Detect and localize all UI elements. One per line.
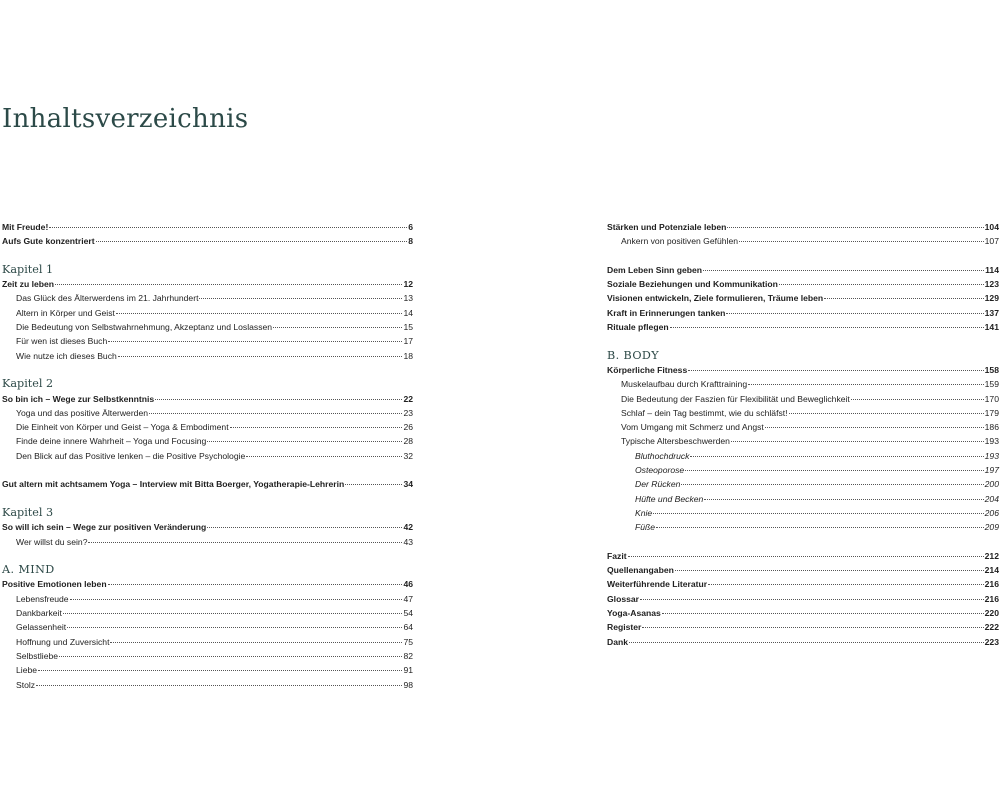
- toc-page-number: 34: [403, 479, 413, 490]
- toc-entry-title: Knie: [635, 507, 653, 518]
- toc-entry-title: So will ich sein – Wege zur positiven Veränderung: [2, 522, 207, 533]
- toc-entry-title: Dank: [607, 636, 629, 647]
- spacer: [2, 492, 413, 506]
- dot-leader: [199, 289, 402, 299]
- dot-leader: [36, 676, 402, 686]
- dot-leader: [779, 275, 984, 285]
- toc-entry[interactable]: [607, 234, 999, 248]
- dot-leader: [640, 590, 984, 600]
- toc-entry-title: Liebe: [16, 665, 38, 676]
- dot-leader: [55, 275, 402, 285]
- toc-entry[interactable]: [2, 477, 413, 491]
- toc-page-number: 18: [403, 350, 413, 361]
- toc-entry-title: Für wen ist dieses Buch: [16, 336, 108, 347]
- section-heading: A. MIND: [2, 563, 55, 577]
- toc-entry-title: Die Bedeutung von Selbstwahrnehmung, Akzeptanz und Loslassen: [16, 322, 273, 333]
- dot-leader: [38, 661, 402, 671]
- section-heading: Kapitel 2: [2, 377, 54, 391]
- toc-page-number: 186: [984, 422, 999, 433]
- toc-page-number: 141: [984, 322, 999, 333]
- toc-page-number: 114: [985, 264, 999, 275]
- dot-leader: [653, 504, 983, 514]
- toc-page-number: 23: [403, 407, 413, 418]
- toc-page-number: 26: [403, 422, 413, 433]
- toc-page-number: 222: [984, 622, 999, 633]
- toc-page-number: 64: [403, 622, 413, 633]
- toc-entry-title: Wer willst du sein?: [16, 536, 88, 547]
- dot-leader: [155, 390, 402, 400]
- dot-leader: [690, 447, 983, 457]
- toc-entry-title: Positive Emotionen leben: [2, 579, 107, 590]
- toc-page-number: 212: [984, 550, 999, 561]
- toc-entry-title: Fazit: [607, 550, 627, 561]
- toc-entry-title: Muskelaufbau durch Krafttraining: [621, 379, 748, 390]
- toc-entry-title: Die Bedeutung der Faszien für Flexibilität und Beweglichkeit: [621, 393, 850, 404]
- toc-page-number: 75: [403, 636, 413, 647]
- toc-entry-title: Quellenangaben: [607, 565, 674, 576]
- toc-entry-title: Gut altern mit achtsamem Yoga – Interview mit Bitta Boerger, Yogatherapie-Lehrerin: [2, 479, 345, 490]
- toc-entry-title: Schlaf – dein Tag bestimmt, wie du schläfst!: [621, 407, 788, 418]
- dot-leader: [67, 618, 402, 628]
- dot-leader: [739, 232, 984, 242]
- toc-entry-title: So bin ich – Wege zur Selbstkenntnis: [2, 393, 155, 404]
- toc-page-number: 46: [403, 579, 413, 590]
- toc-entry[interactable]: [607, 635, 999, 649]
- toc-page-number: 91: [403, 665, 413, 676]
- section-heading: Kapitel 3: [2, 505, 54, 519]
- toc-entry-title: Mit Freude!: [2, 222, 49, 232]
- dot-leader: [110, 633, 402, 643]
- spacer: [607, 334, 999, 348]
- toc-entry-title: Yoga-Asanas: [607, 608, 661, 619]
- toc-page-number: 129: [984, 293, 999, 304]
- toc-page-number: 22: [403, 393, 413, 404]
- toc-entry-title: Aufs Gute konzentriert: [2, 236, 95, 247]
- toc-page-number: 193: [984, 450, 999, 461]
- dot-leader: [704, 490, 983, 500]
- toc-entry[interactable]: [2, 449, 413, 463]
- dot-leader: [748, 375, 984, 385]
- toc-entry-title: Der Rücken: [635, 479, 681, 490]
- toc-page-number: 47: [403, 593, 413, 604]
- toc-page-number: 158: [984, 364, 999, 375]
- toc-entry-title: Register: [607, 622, 642, 633]
- toc-page-number: 200: [984, 479, 999, 490]
- toc-right-column: [607, 220, 999, 649]
- section-heading: Kapitel 1: [2, 262, 54, 276]
- dot-leader: [765, 418, 984, 428]
- toc-entry-title: Typische Altersbeschwerden: [621, 436, 730, 447]
- dot-leader: [116, 304, 403, 314]
- dot-leader: [726, 304, 983, 314]
- toc-page-number: 223: [984, 636, 999, 647]
- dot-leader: [63, 604, 403, 614]
- toc-entry-title: Dankbarkeit: [16, 608, 62, 619]
- dot-leader: [642, 618, 983, 628]
- toc-entry[interactable]: [607, 320, 999, 334]
- dot-leader: [108, 575, 403, 585]
- toc-page-number: 159: [984, 379, 999, 390]
- dot-leader: [703, 261, 984, 271]
- toc-entry[interactable]: [2, 234, 413, 248]
- toc-entry-title: Vom Umgang mit Schmerz und Angst: [621, 422, 764, 433]
- toc-page-number: 193: [984, 436, 999, 447]
- toc-page-number: 206: [984, 507, 999, 518]
- dot-leader: [662, 604, 984, 614]
- toc-page-number: 209: [984, 522, 999, 533]
- dot-leader: [628, 547, 984, 557]
- dot-leader: [230, 418, 403, 428]
- toc-entry-title: Wie nutze ich dieses Buch: [16, 350, 117, 361]
- dot-leader: [731, 432, 984, 442]
- toc-entry-title: Stärken und Potenziale leben: [607, 222, 727, 232]
- toc-entry-title: Die Einheit von Körper und Geist – Yoga & Embodiment: [16, 422, 229, 433]
- toc-page-number: 179: [984, 407, 999, 418]
- toc-page-number: 32: [403, 450, 413, 461]
- toc-page-number: 6: [408, 222, 413, 232]
- toc-entry-title: Visionen entwickeln, Ziele formulieren, Träume leben: [607, 293, 824, 304]
- toc-left-column: [2, 220, 413, 692]
- toc-entry-title: Osteoporose: [635, 465, 685, 476]
- toc-page-number: 170: [984, 393, 999, 404]
- toc-page-number: 17: [403, 336, 413, 347]
- toc-page-number: 15: [403, 322, 413, 333]
- toc-page-number: 137: [984, 307, 999, 318]
- toc-page-number: 8: [408, 236, 413, 247]
- dot-leader: [727, 218, 983, 228]
- toc-entry-title: Ankern von positiven Gefühlen: [621, 236, 739, 247]
- toc-entry-title: Bluthochdruck: [635, 450, 690, 461]
- dot-leader: [656, 518, 984, 528]
- toc-entry-title: Hoffnung und Zuversicht: [16, 636, 110, 647]
- dot-leader: [681, 475, 983, 485]
- dot-leader: [207, 432, 402, 442]
- toc-page-number: 13: [403, 293, 413, 304]
- dot-leader: [88, 533, 402, 543]
- toc-page-number: 12: [403, 279, 413, 290]
- dot-leader: [59, 647, 402, 657]
- toc-entry-title: Kraft in Erinnerungen tanken: [607, 307, 726, 318]
- toc-entry-title: Füße: [635, 522, 656, 533]
- toc-page-number: 98: [403, 679, 413, 690]
- toc-entry-title: Gelassenheit: [16, 622, 67, 633]
- dot-leader: [675, 561, 984, 571]
- toc-page-number: 54: [403, 608, 413, 619]
- spacer: [2, 249, 413, 263]
- toc-entry-title: Dem Leben Sinn geben: [607, 264, 703, 275]
- spacer: [2, 363, 413, 377]
- toc-page-number: 204: [984, 493, 999, 504]
- toc-entry-title: Das Glück des Älterwerdens im 21. Jahrhundert: [16, 293, 199, 304]
- section-heading: B. BODY: [607, 348, 660, 362]
- toc-entry-title: Lebensfreude: [16, 593, 69, 604]
- toc-page-number: 123: [984, 279, 999, 290]
- dot-leader: [629, 633, 984, 643]
- toc-entry-title: Altern in Körper und Geist: [16, 307, 115, 318]
- toc-entry-title: Stolz: [16, 679, 36, 690]
- toc-entry-title: Zeit zu leben: [2, 279, 55, 290]
- toc-page-number: 14: [403, 307, 413, 318]
- dot-leader: [685, 461, 983, 471]
- toc-page-number: 107: [984, 236, 999, 247]
- toc-page-number: 42: [403, 522, 413, 533]
- toc-entry-title: Glossar: [607, 593, 640, 604]
- dot-leader: [345, 475, 402, 485]
- toc-entry[interactable]: [2, 349, 413, 363]
- dot-leader: [688, 361, 983, 371]
- dot-leader: [670, 318, 984, 328]
- toc-entry[interactable]: [607, 520, 999, 534]
- dot-leader: [273, 318, 402, 328]
- toc-page-number: 43: [403, 536, 413, 547]
- dot-leader: [149, 404, 402, 414]
- dot-leader: [70, 590, 403, 600]
- dot-leader: [824, 289, 983, 299]
- dot-leader: [207, 518, 402, 528]
- dot-leader: [789, 404, 984, 414]
- toc-page-number: 104: [984, 222, 999, 232]
- toc-page-number: 214: [984, 565, 999, 576]
- page-title: Inhaltsverzeichnis: [2, 104, 249, 134]
- toc-entry[interactable]: [2, 535, 413, 549]
- toc-page-number: 28: [403, 436, 413, 447]
- toc-entry-title: Selbstliebe: [16, 650, 59, 661]
- dot-leader: [118, 347, 403, 357]
- dot-leader: [708, 575, 984, 585]
- dot-leader: [246, 447, 402, 457]
- dot-leader: [851, 390, 984, 400]
- toc-entry-title: Rituale pflegen: [607, 322, 669, 333]
- toc-page-number: 216: [984, 579, 999, 590]
- toc-entry-title: Yoga und das positive Älterwerden: [16, 407, 149, 418]
- spacer: [2, 549, 413, 563]
- toc-page-number: 220: [984, 608, 999, 619]
- dot-leader: [96, 232, 408, 242]
- toc-entry[interactable]: [2, 678, 413, 692]
- toc-entry-title: Hüfte und Becken: [635, 493, 704, 504]
- toc-page-number: 216: [984, 593, 999, 604]
- toc-entry-title: Weiterführende Literatur: [607, 579, 708, 590]
- dot-leader: [108, 332, 402, 342]
- toc-entry-title: Finde deine innere Wahrheit – Yoga und Focusing: [16, 436, 207, 447]
- toc-entry-title: Körperliche Fitness: [607, 364, 688, 375]
- toc-entry-title: Soziale Beziehungen und Kommunikation: [607, 279, 778, 290]
- dot-leader: [49, 218, 407, 228]
- toc-page-number: 82: [403, 650, 413, 661]
- toc-page-number: 197: [984, 465, 999, 476]
- toc-entry-title: Den Blick auf das Positive lenken – die Positive Psychologie: [16, 450, 246, 461]
